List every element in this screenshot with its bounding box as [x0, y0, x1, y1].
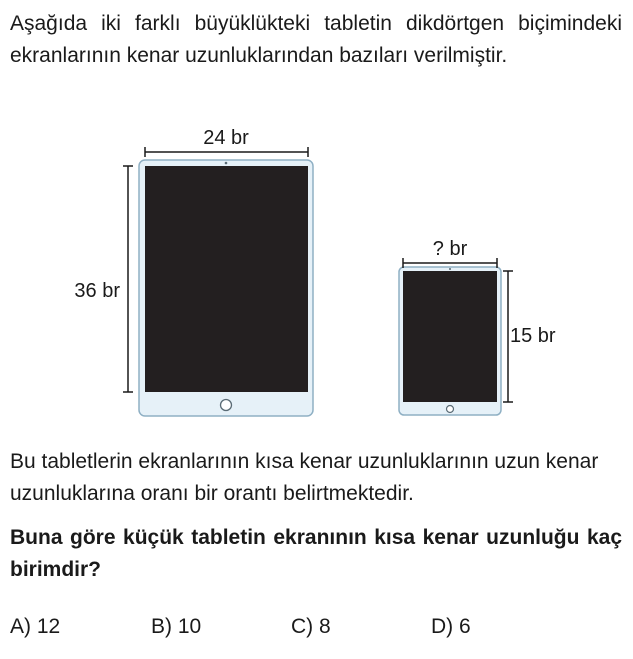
large-tablet [139, 160, 313, 416]
option-a[interactable]: A) 12 [10, 615, 61, 638]
tablets-diagram [0, 120, 633, 430]
large-tablet-screen [145, 166, 308, 392]
large-height-dimension [123, 166, 133, 392]
option-b[interactable]: B) 10 [151, 615, 202, 638]
small-tablet [399, 267, 501, 415]
small-tablet-screen [403, 271, 497, 402]
tablets-figure [0, 120, 633, 430]
large-width-label: 24 br [203, 127, 249, 149]
small-tablet-home-button-icon [447, 406, 454, 413]
large-tablet-camera-icon [225, 162, 228, 165]
large-height-label: 36 br [74, 280, 120, 302]
option-c[interactable]: C) 8 [291, 615, 331, 638]
large-tablet-home-button-icon [221, 400, 232, 411]
option-d[interactable]: D) 6 [431, 615, 471, 638]
small-width-label: ? br [432, 238, 468, 260]
small-height-label: 15 br [510, 325, 556, 347]
intro-text: Aşağıda iki farklı büyüklükteki tabletin dikdörtgen biçimindeki ekranlarının kenar uzunluklarından bazıları verilmiştir. [10, 12, 622, 67]
answer-options [10, 612, 622, 642]
small-tablet-camera-icon [449, 268, 451, 270]
question-text: Buna göre küçük tabletin ekranının kısa kenar uzunluğu kaç birimdir? [10, 526, 622, 581]
statement-text: Bu tabletlerin ekranlarının kısa kenar uzunluklarının uzun kenar uzunluklarına oranı bir orantı belirtmektedir. [10, 450, 599, 505]
